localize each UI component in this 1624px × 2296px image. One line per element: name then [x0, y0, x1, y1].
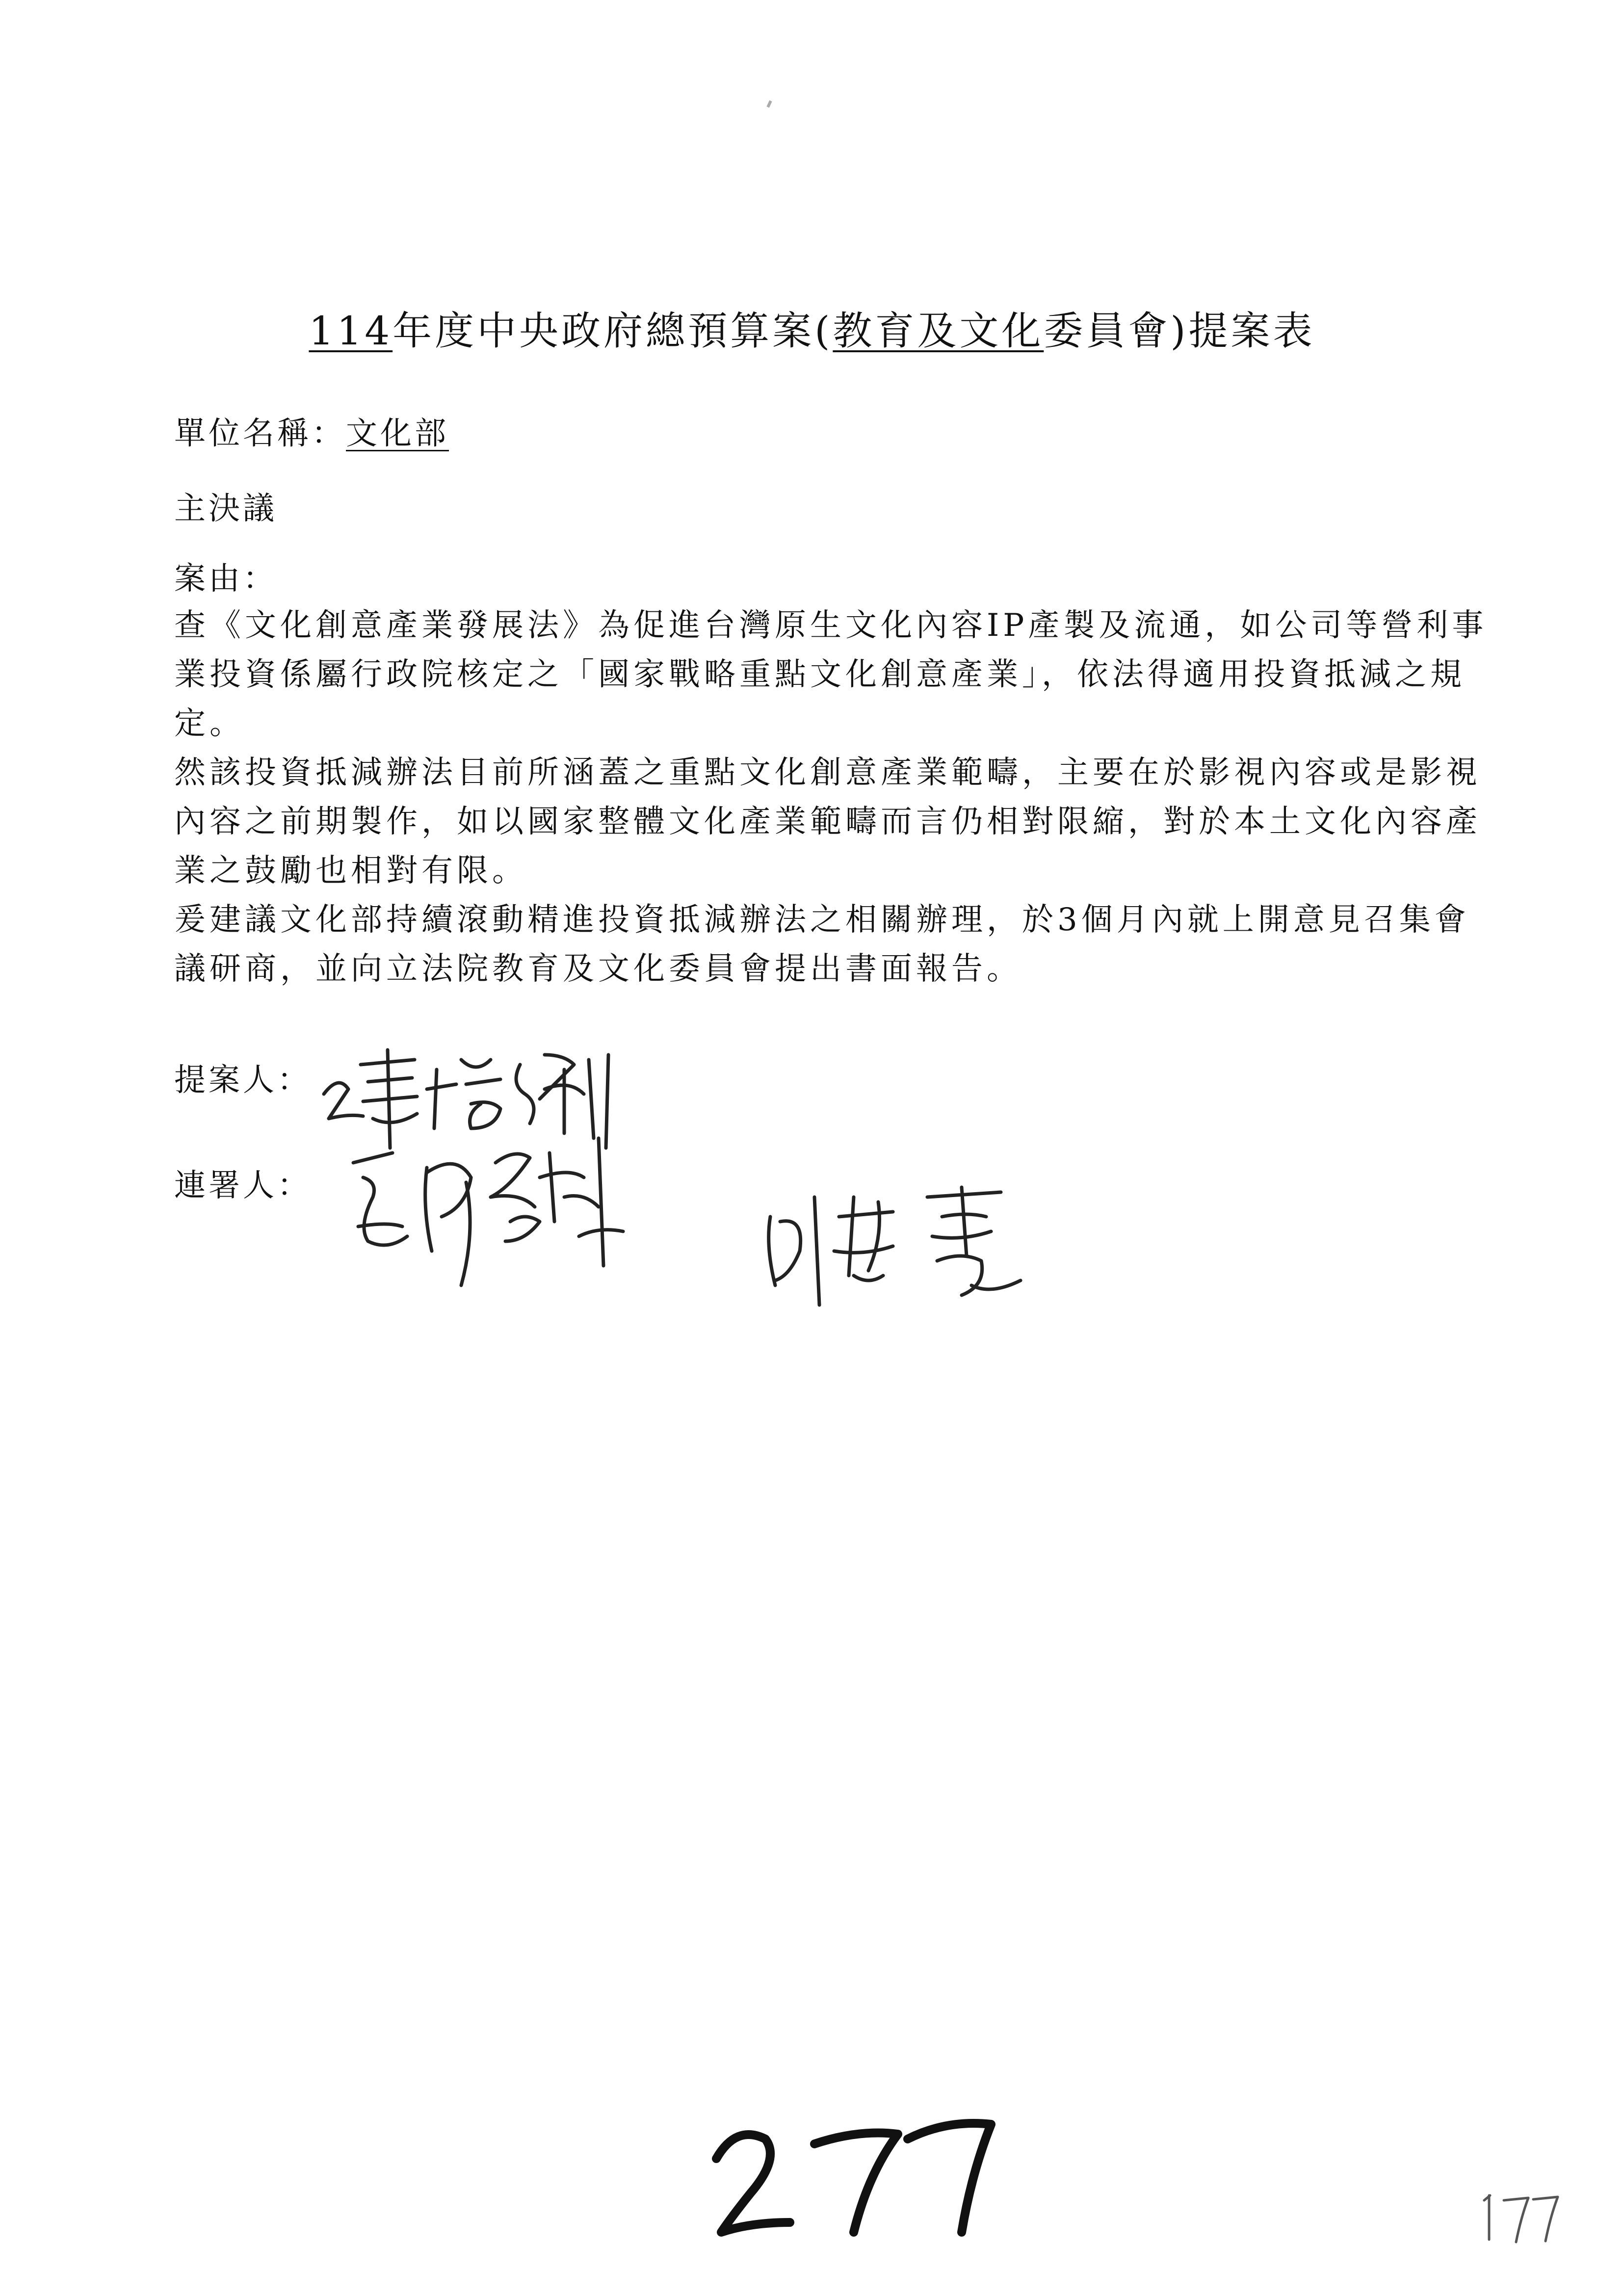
unit-line — [174, 408, 449, 453]
title-mid: 年度中央政府總預算案( — [393, 308, 833, 354]
reason-label: 案由： — [174, 561, 277, 597]
proposer-label: 提案人： — [174, 1062, 312, 1098]
resolution-type: 主決議 — [174, 491, 277, 527]
title-suffix: 委員會)提案表 — [1044, 308, 1315, 354]
handwritten-page-number — [702, 2105, 1006, 2252]
scan-speck — [766, 100, 772, 107]
title-year: 114 — [309, 308, 393, 354]
reason-paragraph-2: 然該投資抵減辦法目前所涵蓋之重點文化創意產業範疇，主要在於影視內容或是影視內容之前期製作，如以國家整體文化產業範疇而言仍相對限縮，對於本土文化內容產業之鼓勵也相對有限。 — [174, 755, 1481, 889]
unit-value: 文化部 — [346, 416, 449, 452]
cosigner-signature-2 — [756, 1177, 1060, 1315]
cosigner-signature-1 — [343, 1123, 657, 1290]
reason-paragraph-1: 查《文化創意產業發展法》為促進台灣原生文化內容IP產製及流通，如公司等營利事業投資係屬行政院核定之「國家戰略重點文化創意產業」，依法得適用投資抵減之規定。 — [174, 607, 1488, 742]
cosigner-label: 連署人： — [174, 1168, 312, 1204]
title-committee: 教育及文化 — [833, 308, 1044, 354]
small-page-number — [1479, 2186, 1568, 2244]
document-title — [0, 299, 1624, 356]
reason-body — [174, 601, 1499, 993]
reason-paragraph-3: 爰建議文化部持續滾動精進投資抵減辦法之相關辦理，於3個月內就上開意見召集會議研商，並向立法院教育及文化委員會提出書面報告。 — [174, 902, 1470, 987]
unit-label: 單位名稱： — [174, 416, 346, 452]
